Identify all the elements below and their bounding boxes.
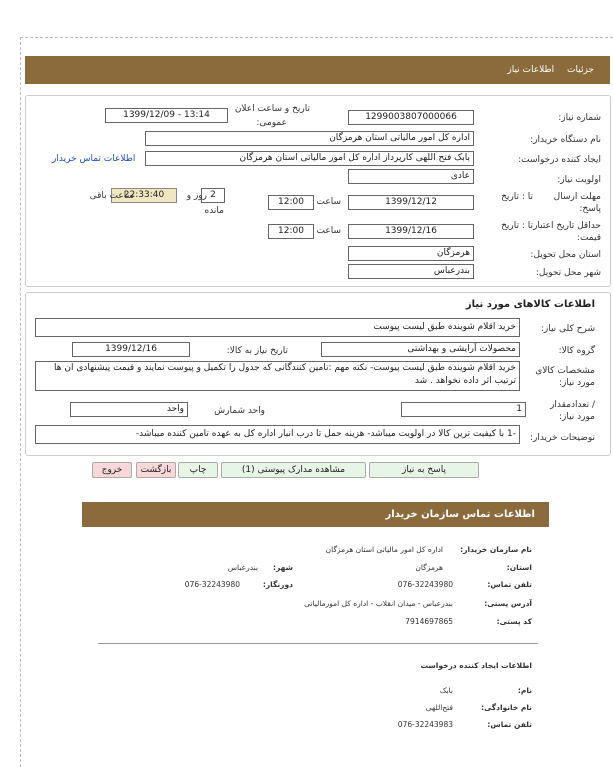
need-date-label: تاریخ نیاز به کالا: bbox=[226, 346, 288, 356]
need-number-label: شماره نیاز: bbox=[558, 113, 601, 123]
org-name-label: نام سازمان خریدار: bbox=[460, 545, 532, 554]
reply-button[interactable]: پاسخ به نیاز bbox=[369, 462, 479, 478]
day-label: روز و bbox=[186, 191, 207, 201]
creator-phone-label: تلفن تماس: bbox=[487, 720, 532, 729]
deadline-label: مهلت ارسال bbox=[553, 192, 601, 202]
contact-phone-label: تلفن تماس: bbox=[487, 580, 532, 589]
countdown-timer: 22:33:40 bbox=[111, 188, 177, 203]
contact-city-label: شهر: bbox=[273, 563, 293, 572]
priority-field: عادی bbox=[348, 169, 474, 184]
tab-details[interactable]: جزئیات bbox=[567, 65, 594, 75]
need-number-field: 1299003807000066 bbox=[348, 110, 474, 125]
contact-province-value: هرمزگان bbox=[415, 563, 443, 572]
header-tabs bbox=[497, 65, 594, 75]
contact-title: اطلاعات تماس سازمان خریدار bbox=[385, 509, 535, 520]
contact-postal-label: کد پستی: bbox=[496, 617, 532, 626]
deadline-date-field: 1399/12/12 bbox=[348, 195, 474, 210]
buyer-notes-field: -1 با کیفیت ترین کالا در اولویت میباشد- هزینه حمل تا درب انبار اداره کل به عهده تامین کننده میباشد- bbox=[35, 425, 520, 444]
announce-label: تاریخ و ساعت اعلان bbox=[234, 104, 310, 114]
deadline-time-field: 12:00 bbox=[268, 195, 314, 210]
creator-first-name-value: بابک bbox=[439, 686, 453, 695]
page-left-border bbox=[20, 37, 21, 767]
unit-field: واحد bbox=[70, 402, 188, 417]
validity-time-label: ساعت bbox=[316, 226, 341, 236]
priority-label: اولویت نیاز: bbox=[557, 175, 601, 185]
announce-date-field: 1399/12/09 - 13:14 bbox=[105, 108, 228, 123]
goods-desc-label: شرح کلی نیاز: bbox=[540, 324, 595, 334]
contact-divider bbox=[98, 643, 538, 644]
contact-postal-value: 7914697865 bbox=[405, 617, 453, 626]
buyer-notes-label: توضیحات خریدار: bbox=[529, 433, 595, 443]
qty-label-2: مورد نیاز: bbox=[558, 412, 595, 422]
need-date-field: 1399/12/16 bbox=[72, 342, 190, 357]
city-field: بندرعباس bbox=[348, 264, 474, 279]
spec-field: خرید اقلام شوینده طبق لیست پیوست- نکته مهم :تامین کنندگانی که جدول را تکمیل و پیوست نمایند و قیمت پیشنهادی ان ها ترتیب اثر داده نخواهد . شد bbox=[35, 361, 520, 391]
days-left-field: 2 bbox=[201, 188, 225, 203]
creator-last-name-value: فتح‌اللهی bbox=[425, 703, 453, 712]
validity-label: حداقل تاریخ اعتبار bbox=[533, 221, 601, 231]
qty-label: / تعدادمقدار bbox=[550, 400, 595, 410]
attachments-button[interactable]: مشاهده مدارک پیوستی (1) bbox=[221, 462, 366, 478]
goods-desc-field: خرید اقلام شوینده طبق لیست پیوست bbox=[35, 318, 520, 337]
remaining-time-label: ساعت باقی bbox=[89, 191, 134, 201]
spec-label: مشخصات کالای bbox=[535, 366, 595, 376]
creator-info-title: اطلاعات ایجاد کننده درخواست bbox=[420, 661, 532, 670]
contact-city-value: بندرعباس bbox=[227, 563, 258, 572]
validity-to-date-label: تا : تاریخ bbox=[501, 221, 533, 231]
deadline-to-date-label: تا : تاریخ bbox=[501, 192, 533, 202]
header-bar bbox=[25, 56, 610, 84]
page-top-border bbox=[20, 37, 613, 38]
contact-address-value: بندرعباس - میدان انقلاب - اداره کل امورمالیاتی bbox=[304, 599, 453, 608]
validity-time-field: 12:00 bbox=[268, 224, 314, 239]
creator-phone-value: 076-32243983 bbox=[397, 720, 453, 729]
validity-label-2: قیمت: bbox=[576, 233, 601, 243]
tab-need-info[interactable]: اطلاعات نیاز bbox=[507, 65, 555, 75]
province-field: هرمزگان bbox=[348, 246, 474, 261]
contact-header-bar bbox=[82, 502, 549, 527]
contact-address-label: آدرس پستی: bbox=[484, 599, 532, 608]
contact-fax-value: 076-32243980 bbox=[184, 580, 240, 589]
unit-label: واحد شمارش bbox=[214, 406, 265, 416]
deadline-time-label: ساعت bbox=[316, 197, 341, 207]
buyer-label: نام دستگاه خریدار: bbox=[530, 135, 601, 145]
print-button[interactable]: چاپ bbox=[178, 462, 218, 478]
validity-date-field: 1399/12/16 bbox=[348, 224, 474, 239]
contact-fax-label: دورنگار: bbox=[262, 580, 293, 589]
creator-label: ایجاد کننده درخواست: bbox=[518, 155, 601, 165]
qty-field: 1 bbox=[401, 402, 526, 417]
buyer-contact-link[interactable]: اطلاعات تماس خریدار bbox=[52, 154, 136, 164]
contact-phone-value: 076-32243980 bbox=[397, 580, 453, 589]
announce-label-2: عمومی: bbox=[256, 118, 287, 128]
exit-button[interactable]: خروج bbox=[92, 462, 132, 478]
deadline-label-2: پاسخ: bbox=[579, 204, 601, 214]
creator-last-name-label: نام خانوادگی: bbox=[481, 703, 532, 712]
spec-label-2: مورد نیاز: bbox=[558, 378, 595, 388]
creator-first-name-label: نام: bbox=[517, 686, 532, 695]
creator-field: بابک فتح اللهی کارپرداز اداره کل امور مالیاتی استان هرمزگان bbox=[145, 151, 474, 166]
city-label: شهر محل تحویل: bbox=[535, 268, 601, 278]
buyer-field: اداره کل امور مالیاتی استان هرمزگان bbox=[145, 131, 474, 146]
remaining-label: مانده bbox=[204, 206, 224, 216]
org-name-value: اداره کل امور مالیاتی استان هرمزگان bbox=[325, 545, 443, 554]
province-label: استان محل تحویل: bbox=[530, 250, 601, 260]
goods-section-title: اطلاعات کالاهای مورد نیاز bbox=[465, 299, 595, 310]
goods-group-field: محصولات آرایشی و بهداشتی bbox=[321, 342, 520, 357]
contact-province-label: استان: bbox=[506, 563, 532, 572]
back-button[interactable]: بازگشت bbox=[136, 462, 176, 478]
goods-group-label: گروه کالا: bbox=[558, 346, 595, 356]
